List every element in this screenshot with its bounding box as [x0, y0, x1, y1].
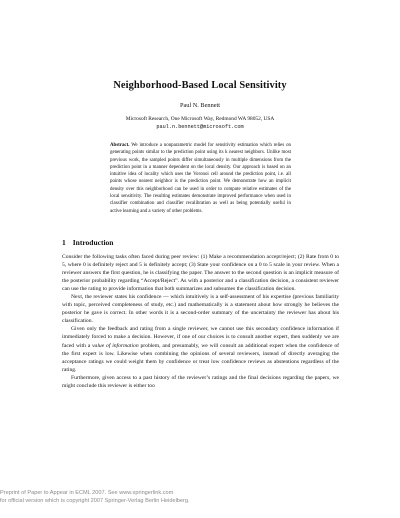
section-title: Introduction [72, 238, 114, 247]
abstract [110, 142, 291, 215]
author-email: paul.n.bennett@microsoft.com [156, 124, 244, 130]
paragraph-3 [62, 325, 339, 373]
abstract-text: We introduce a nonparametric model for sensitivity estimation which relies on generating points similar to the prediction point using its k nearest neighbors. Unlike most previous work, the sampled points differ simultaneously in multiple dimensions from the prediction point in a manner dependent on the local density. Our approach is based on an intuitive idea of locality which uses the Voronoi cell around the prediction point, i.e. all points whose nearest neighbor is the prediction point. We demonstrate how an implicit density over this neighborhood can be used in order to compute relative estimates of the local sensitivity. The resulting estimates demonstrate improved performance when used in classifier combination and classifier recalibration as well as being potentially useful in active learning and a variety of other problems. [110, 143, 291, 214]
paragraph-2: Next, the reviewer states his confidence — which intuitively is a self-assessment of his expertise (previous familiarity with topic, perceived completeness of study, etc.) and mathematically is a statement about how strongly he believes the posterior he gave is correct. In other words it is a second-order summary of the uncertainty the reviewer has about his classification. [62, 294, 339, 325]
author-affiliation: Microsoft Research, One Microsoft Way, Redmond WA 98052, USA [125, 116, 275, 122]
abstract-label: Abstract. [110, 143, 130, 148]
section-number: 1 [62, 238, 66, 247]
paragraph-3-start: Given only the feedback and rating from a single reviewer, we cannot use this secondary confidence information if immediately forced to make a decision. However, if one of our choices is to consult another expert, then suddenly we are faced with a [62, 326, 339, 349]
paragraph-4: Furthermore, given access to a past history of the reviewer’s ratings and the final decisions regarding the papers, we might conclude this reviewer is either too [62, 374, 339, 389]
paragraph-1: Consider the following tasks often faced during peer review: (1) Make a recommendation accept/reject; (2) Rate from 0 to 5, where 0 is definitely reject and 5 is definitely accept; (3) State your confidence on a 0 to 5 scale in your review. When a reviewer answers the first question, he is classifying the paper. The answer to the second question is an implicit measure of the posterior probability regarding “Accept/Reject”. As with a posterior and a classification decision, a consistent reviewer can use the rating to provide information that both summarizes and subsumes the classification decision. [62, 254, 339, 293]
preprint-footer [0, 489, 300, 505]
footer-line-1: Preprint of Paper to Appear in ECML 2007. See www.springerlink.com [0, 490, 174, 496]
section-heading [62, 238, 113, 247]
paper-title: Neighborhood-Based Local Sensitivity [113, 80, 287, 91]
author-name: Paul N. Bennett [179, 102, 221, 109]
footer-line-2: for official version which is copyright 2007 Springer-Verlag Berlin Heidelberg. [0, 498, 190, 504]
paragraph-3-end: problem, and presumably, we will consult an additional expert when the confidence of the first expert is low. Likewise when combining the opinions of several reviewers, instead of directly averaging the acceptance ratings we could weight them by confidence or treat low confidence reviews as abstentions regardless of the rating. [62, 342, 339, 373]
paragraph-3-emphasis: value of information [92, 342, 139, 349]
section-body [62, 253, 339, 390]
